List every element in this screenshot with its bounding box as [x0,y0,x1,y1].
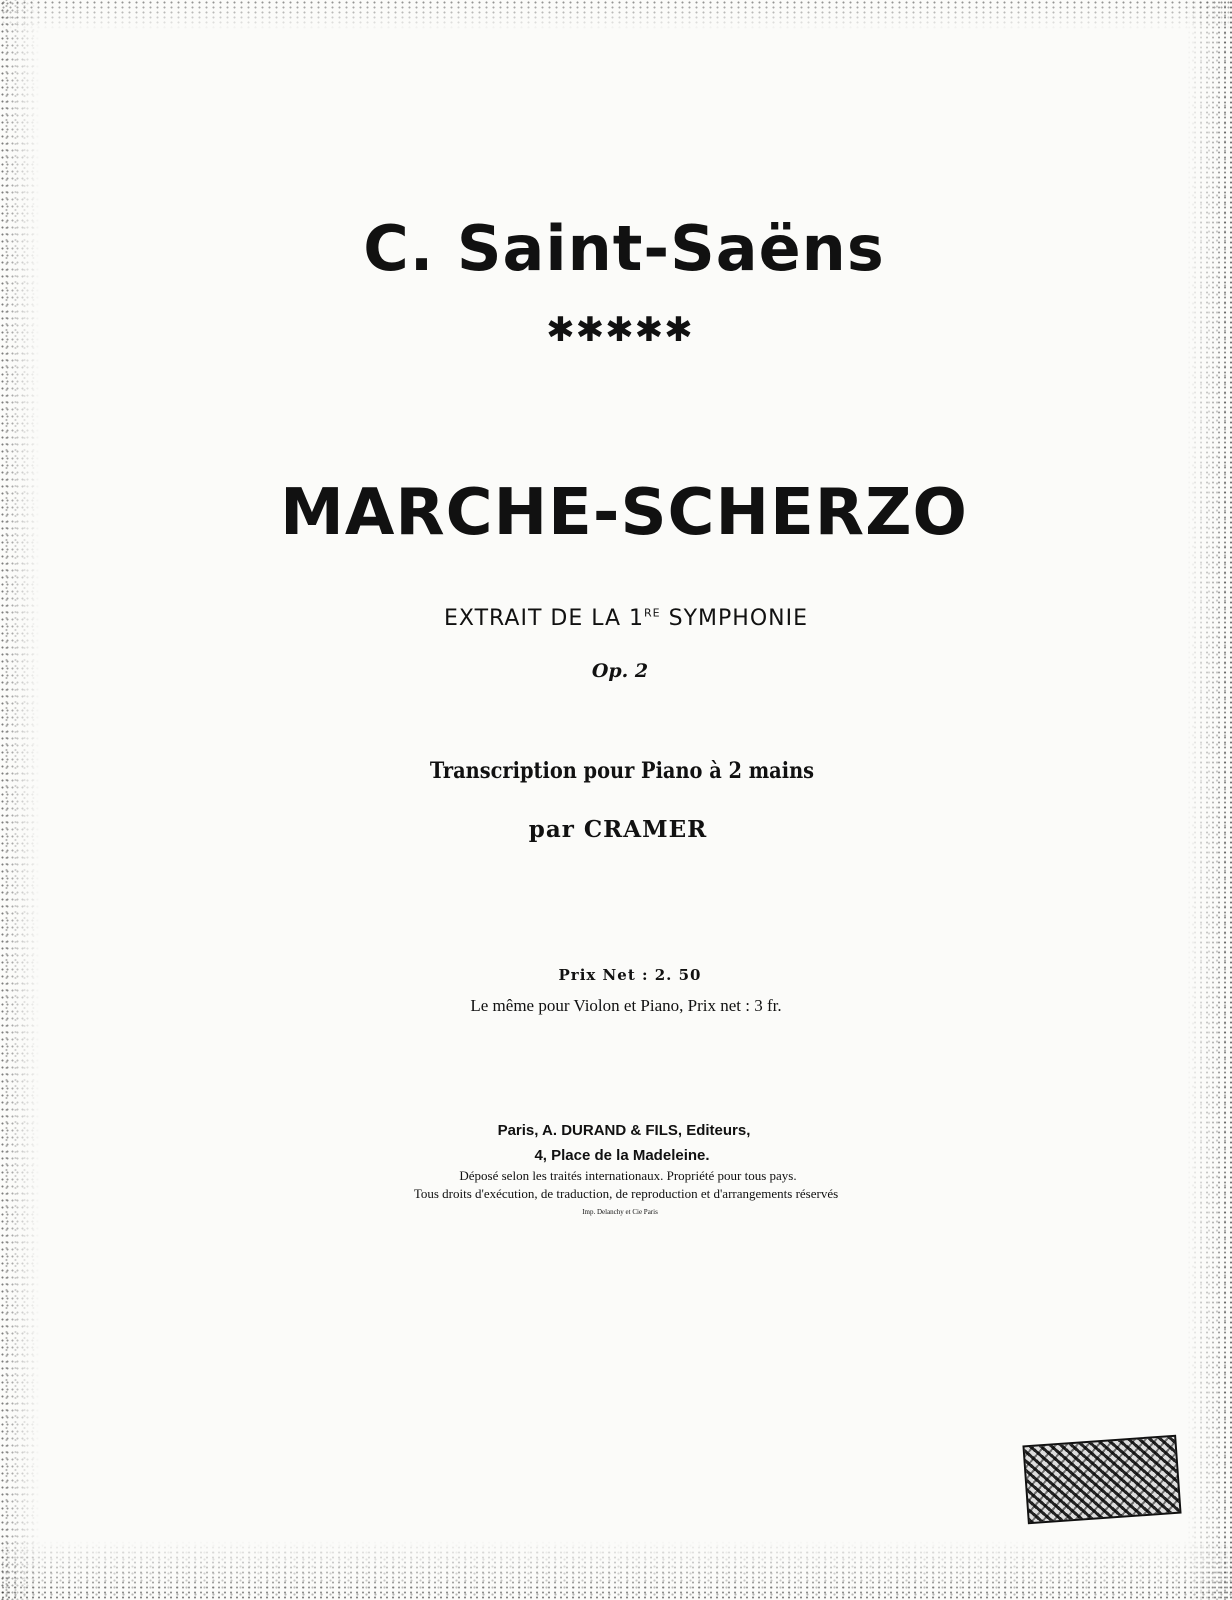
extract-line [10,606,1232,631]
rights-line-1: Déposé selon les traités internationaux. Propriété pour tous pays. [459,1168,797,1183]
net-price: Prix Net : 2. 50 [558,966,702,984]
extract-suffix: SYMPHONIE [660,606,808,631]
opus-number: Op. 2 [591,660,649,682]
violin-piano-price: Le même pour Violon et Piano, Prix net : 3 fr. [470,996,782,1015]
scan-edge-bottom [0,1540,1232,1600]
publisher-address: 4, Place de la Madeleine. [534,1147,710,1164]
extract-superscript: RE [644,606,661,620]
transcription-line: Transcription pour Piano à 2 mains [429,758,815,784]
library-stamp [1022,1435,1181,1525]
rights-line-2: Tous droits d'exécution, de traduction, de reproduction et d'arrangements réservés [413,1186,839,1201]
printer-credit: Imp. Delanchy et Cie Paris [582,1208,658,1216]
scan-edge-top [0,0,1232,30]
work-title: MARCHE-SCHERZO [280,476,968,550]
ornament-stars: ✱✱✱✱✱ [546,310,694,350]
publisher-name: Paris, A. DURAND & FILS, Editeurs, [497,1122,751,1139]
composer-name: C. Saint-Saëns [363,212,885,285]
extract-prefix: EXTRAIT DE LA 1 [444,606,645,631]
arranger-line: par CRAMER [528,816,708,843]
